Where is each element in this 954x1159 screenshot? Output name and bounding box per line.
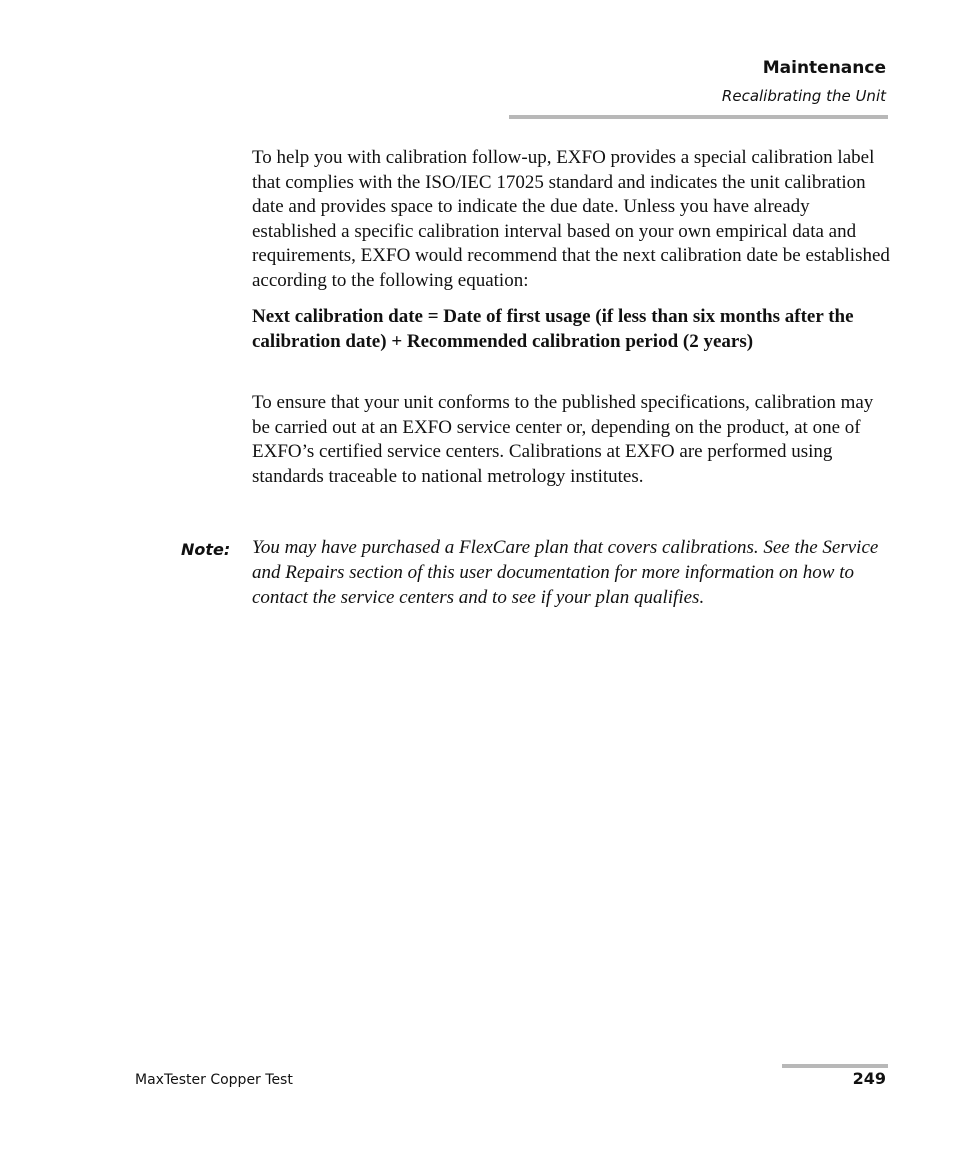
header-divider — [509, 115, 888, 119]
chapter-title: Maintenance — [762, 58, 886, 78]
running-header — [722, 56, 886, 107]
calibration-followup-paragraph: To help you with calibration follow-up, EXFO provides a special calibration label that complies with the ISO/IEC 17025 standard and indicates the unit calibration date and provides space to indicate the due date. Unless you have already established a specific calibration interval based on your own empirical data and requirements, EXFO would recommend that the next calibration date be established according to the following equation: — [252, 147, 890, 291]
footer-product-name: MaxTester Copper Test — [135, 1072, 293, 1088]
note-text: You may have purchased a FlexCare plan that covers calibrations. See the Service and Repairs section of this user documentation for more information on how to contact the service centers and to see if your plan qualifies. — [252, 537, 879, 608]
note-label: Note: — [181, 540, 231, 559]
calibration-equation: Next calibration date = Date of first usage (if less than six months after the calibration date) + Recommended calibration period (2 years) — [252, 306, 854, 352]
page-number: 249 — [852, 1069, 886, 1088]
calibration-service-paragraph: To ensure that your unit conforms to the published specifications, calibration may be carried out at an EXFO service center or, depending on the product, at one of EXFO’s certified service centers. Calibrations at EXFO are performed using standards traceable to national metrology institutes. — [252, 392, 874, 487]
section-title: Recalibrating the Unit — [721, 87, 886, 105]
